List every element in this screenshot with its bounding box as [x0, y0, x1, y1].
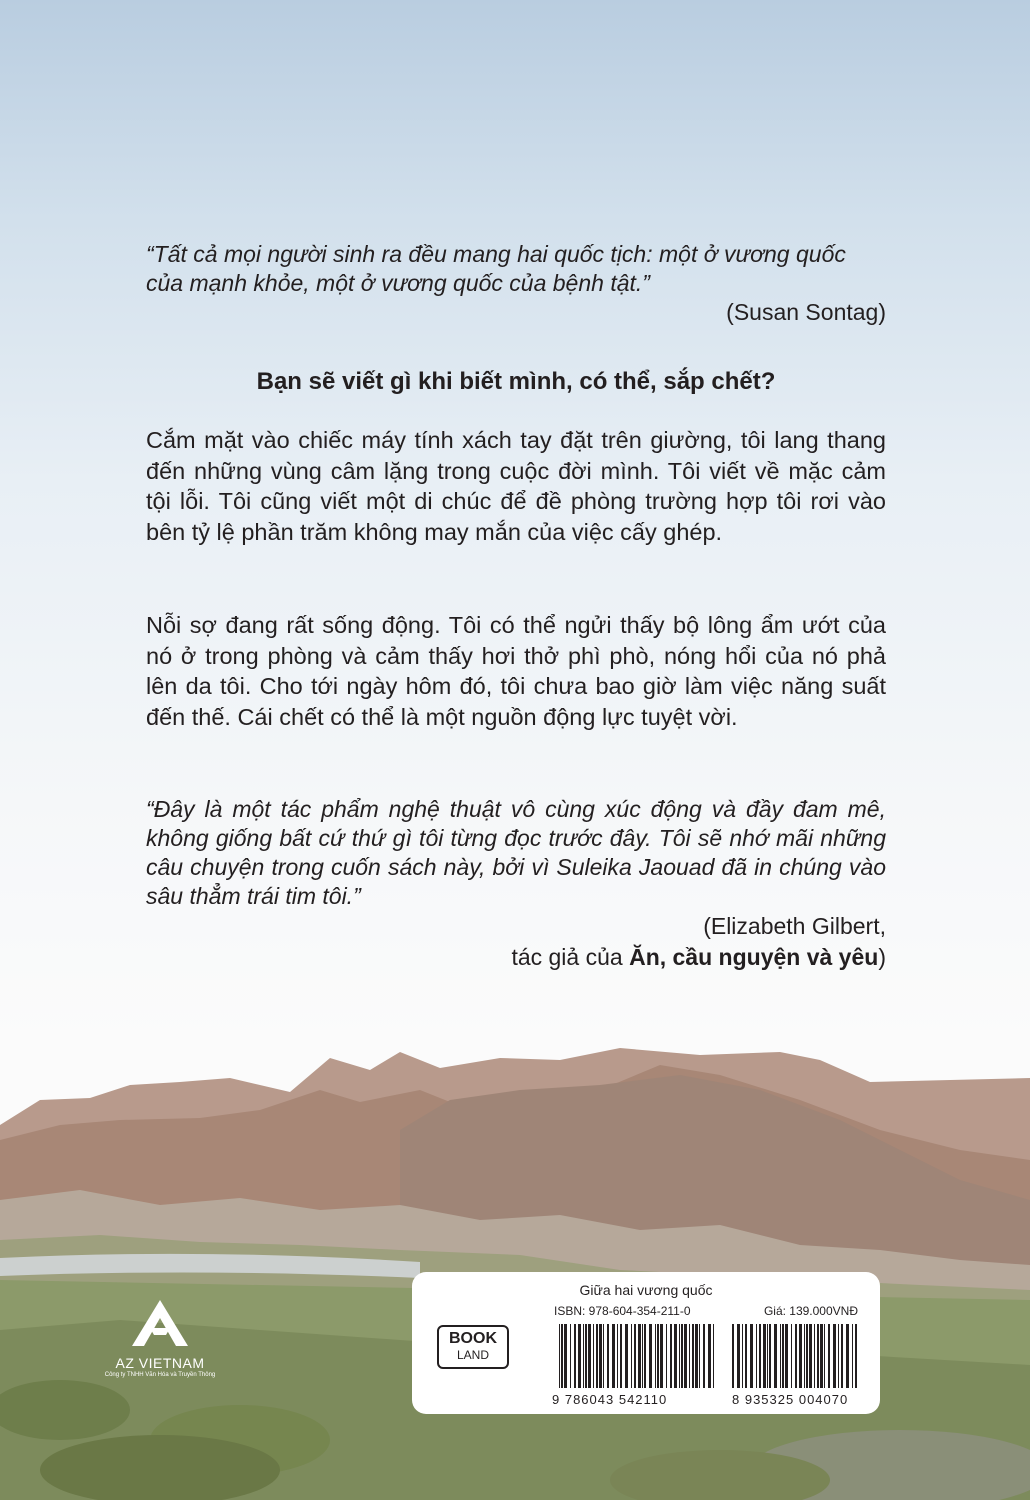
barcode-bar [603, 1324, 604, 1388]
barcode-bar [559, 1324, 560, 1388]
publisher-name: AZ VIETNAM [115, 1355, 205, 1371]
publisher-logo [80, 1298, 240, 1378]
barcode-bar [855, 1324, 857, 1388]
barcode-bar [708, 1324, 711, 1388]
barcode-bar [695, 1324, 698, 1388]
barcode-bar [642, 1324, 643, 1388]
barcode-bar [814, 1324, 815, 1388]
barcode-bar [670, 1324, 672, 1388]
barcode-bar [756, 1324, 757, 1388]
barcode-bar [817, 1324, 819, 1388]
barcode-bar [578, 1324, 581, 1388]
barcode-bar [638, 1324, 641, 1388]
barcode-bar [620, 1324, 622, 1388]
barcode-bar [782, 1324, 784, 1388]
barcode-bar [631, 1324, 632, 1388]
barcode-bar [838, 1324, 839, 1388]
review-attribution-line-1: (Elizabeth Gilbert, [703, 913, 886, 939]
review-quote-text: “Đây là một tác phẩm nghệ thuật vô cùng xúc động và đầy đam mê, không giống bất cứ thứ gì tôi từng đọc trước đây. Tôi sẽ nhớ mãi những câu chuyện trong cuốn sách này, bởi vì Suleika Jaouad đã in chúng vào sâu thẳm trái tim tôi.” [146, 796, 886, 909]
barcode-bar [583, 1324, 584, 1388]
barcode-bar [593, 1324, 594, 1388]
cover-heading: Bạn sẽ viết gì khi biết mình, có thể, sắp chết? [256, 368, 776, 395]
barcode-bar [791, 1324, 792, 1388]
opening-quote-text: “Tất cả mọi người sinh ra đều mang hai quốc tịch: một ở vương quốc của mạnh khỏe, một ở vương quốc của bệnh tật.” [146, 241, 846, 296]
isbn-barcode-number: 9 786043 542110 [552, 1392, 668, 1407]
barcode-bar [625, 1324, 628, 1388]
barcode-bar [634, 1324, 636, 1388]
barcode-bar [742, 1324, 743, 1388]
barcode-bar [607, 1324, 609, 1388]
opening-quote-attribution: (Susan Sontag) [726, 299, 886, 325]
barcode-bar [561, 1324, 563, 1388]
barcode-bar [660, 1324, 663, 1388]
isbn-barcode [557, 1324, 717, 1390]
isbn-number: ISBN: 978-604-354-211-0 [554, 1304, 691, 1318]
review-attribution-suffix: ) [878, 944, 886, 970]
barcode-bar [769, 1324, 771, 1388]
barcode-bar [846, 1324, 849, 1388]
bookland-top-text: BOOK [449, 1330, 497, 1347]
barcode-bar [750, 1324, 753, 1388]
product-barcode [730, 1324, 862, 1390]
barcode-bar [780, 1324, 781, 1388]
barcode-bar [657, 1324, 659, 1388]
barcode-bar [674, 1324, 677, 1388]
barcode-bar [612, 1324, 615, 1388]
barcode-bar [774, 1324, 777, 1388]
barcode-bar [689, 1324, 690, 1388]
barcode-bar [699, 1324, 700, 1388]
barcode-bar [679, 1324, 680, 1388]
az-triangle-logo-icon [130, 1298, 190, 1348]
barcode-bar [596, 1324, 598, 1388]
blurb-paragraph-2: Nỗi sợ đang rất sống động. Tôi có thể ngửi thấy bộ lông ẩm ướt của nó ở trong phòng và cảm thấy hơi thở phì phò, nóng hổi của nó phả lên da tôi. Cho tới ngày hôm đó, tôi chưa bao giờ làm việc năng suất đến thế. Cái chết có thể là một nguồn động lực tuyệt vời. [146, 612, 886, 730]
barcode-bar [588, 1324, 591, 1388]
barcode-bar [713, 1324, 714, 1388]
barcode-bar [763, 1324, 766, 1388]
barcode-bar [806, 1324, 808, 1388]
barcode-bar [809, 1324, 812, 1388]
barcode-bar [666, 1324, 667, 1388]
barcode-bar [799, 1324, 802, 1388]
barcode-bar [759, 1324, 761, 1388]
barcode-bar [681, 1324, 683, 1388]
price-text: Giá: 139.000VNĐ [763, 1304, 858, 1318]
barcode-bar [564, 1324, 567, 1388]
barcode-bar [737, 1324, 740, 1388]
barcode-bar [574, 1324, 576, 1388]
barcode-bar [570, 1324, 571, 1388]
barcode-bar [732, 1324, 734, 1388]
bookland-bottom-text: LAND [456, 1348, 489, 1362]
barcode-bar [852, 1324, 853, 1388]
barcode-bar [824, 1324, 825, 1388]
review-quote-attribution [146, 911, 886, 973]
blurb-paragraph-1: Cắm mặt vào chiếc máy tính xách tay đặt trên giường, tôi lang thang đến những vùng câm lặng trong cuộc đời mình. Tôi viết về mặc cảm tội lỗi. Tôi cũng viết một di chúc để đề phòng trường hợp tôi rơi vào bên tỷ lệ phần trăm không may mắn của việc cấy ghép. [146, 427, 886, 545]
barcode-bar [820, 1324, 823, 1388]
publisher-subtitle: Công ty TNHH Văn Hóa và Truyền Thông [104, 1372, 216, 1378]
desert-landscape-image [0, 1030, 1030, 1500]
barcode-bar [841, 1324, 843, 1388]
opening-quote [146, 240, 886, 327]
barcode-bar [655, 1324, 656, 1388]
barcode-bar [692, 1324, 694, 1388]
barcode-bar [804, 1324, 805, 1388]
barcode-bar [767, 1324, 768, 1388]
review-attribution-book-title: Ăn, cầu nguyện và yêu [629, 944, 879, 970]
product-barcode-number: 8 935325 004070 [732, 1392, 849, 1407]
review-attribution-line-2 [146, 942, 886, 973]
barcode-bar [785, 1324, 788, 1388]
barcode-bar [828, 1324, 830, 1388]
barcode-bar [617, 1324, 618, 1388]
price-barcode-label [412, 1272, 880, 1414]
barcode-bar [703, 1324, 705, 1388]
barcode-bar [644, 1324, 646, 1388]
barcode-bar [599, 1324, 602, 1388]
barcode-bar [833, 1324, 836, 1388]
barcode-bar [684, 1324, 687, 1388]
review-attribution-prefix: tác giả của [511, 944, 630, 970]
barcode-bar [745, 1324, 747, 1388]
barcode-bar [649, 1324, 652, 1388]
barcode-bar [795, 1324, 797, 1388]
label-book-title: Giữa hai vương quốc [579, 1282, 713, 1298]
bookland-logo [437, 1325, 509, 1369]
barcode-bar [585, 1324, 587, 1388]
